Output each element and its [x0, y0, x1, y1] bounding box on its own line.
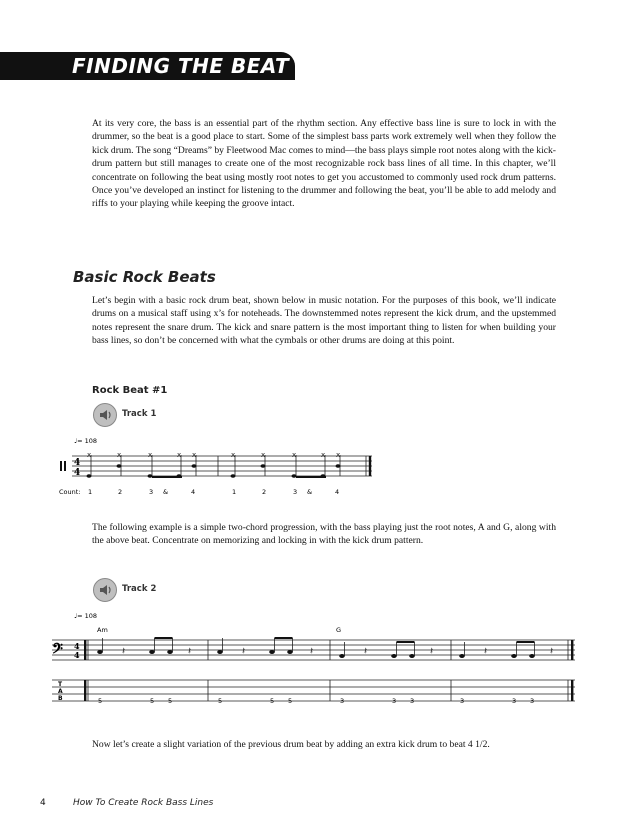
section-paragraph: Let’s begin with a basic rock drum beat, shown below in music notation. For the purposes of this book, we’ll indicate drums on a musical staff using x’s for noteheads. The downstemmed notes represent the kick drum, and the upstemmed notes represent the snare drum. The kick and snare pattern is the most important thing to listen for when building your bass lines, so don’t be concerned with what the cymbals or other drums are doing at this point. [92, 295, 556, 347]
svg-text:x: x [148, 451, 153, 459]
intro-paragraph: At its very core, the bass is an essential part of the rhythm section. Any effective bass line is sure to lock in with the drummer, so the beat is a good place to start. Some of the simplest bass parts work extremely well when they follow the kick drum. The song “Dreams” by Fleetwood Mac comes to mind—the bass plays simple root notes along with the kick-drum pattern but still manages to create one of the most recognizable rock bass lines of all time. In this chapter, we’ll concentrate on following the beat using mostly root notes to get you accustomed to commonly used rock drum patterns. Once you’ve developed an instinct for listening to the drummer and following the beat, you’ll be able to add melody and riffs to your playing while keeping the groove intact. [92, 118, 556, 210]
svg-text:2: 2 [118, 488, 123, 496]
svg-text:T: T [58, 681, 63, 688]
svg-text:x: x [117, 451, 122, 459]
variation-paragraph: Now let’s create a slight variation of the previous drum beat by adding an extra kick drum to beat 4 1/2. [92, 739, 490, 750]
tab-label [58, 681, 63, 702]
svg-text:𝄽: 𝄽 [242, 646, 246, 657]
progression-paragraph: The following example is a simple two-chord progression, with the bass playing just the root notes, A and G, along with the above beat. Concentrate on memorizing and locking in with the kick drum pattern. [92, 522, 556, 547]
page-number: 4 [40, 798, 46, 808]
tab-staff [52, 680, 575, 701]
repeat-start-thick [84, 640, 86, 660]
chord-g: G [336, 626, 342, 634]
svg-text:x: x [231, 451, 236, 459]
svg-text:A: A [58, 688, 63, 695]
track-label: Track 1 [122, 409, 157, 419]
repeat-end-thick [571, 640, 573, 660]
svg-text:5: 5 [288, 697, 293, 705]
chapter-title: FINDING THE BEAT [72, 54, 290, 78]
svg-text:3: 3 [293, 488, 298, 496]
svg-text:3: 3 [410, 697, 415, 705]
svg-text:3: 3 [460, 697, 465, 705]
tempo-marking: ♩= 108 [74, 437, 97, 445]
time-sig-bottom: 4 [74, 468, 81, 478]
svg-text:3: 3 [392, 697, 397, 705]
svg-text:3: 3 [149, 488, 154, 496]
time-sig-top: 4 [74, 458, 81, 468]
svg-text:&: & [307, 488, 313, 496]
tempo-marking-2: ♩= 108 [74, 612, 97, 620]
svg-text:4: 4 [191, 488, 196, 496]
track-label-2: Track 2 [122, 584, 157, 594]
example-title: Rock Beat #1 [92, 385, 168, 396]
svg-text:x: x [336, 451, 341, 459]
time-sig-bottom-2: 4 [74, 650, 80, 660]
bass-staff [52, 640, 575, 660]
svg-text:5: 5 [150, 697, 155, 705]
svg-text:𝄽: 𝄽 [122, 646, 126, 657]
svg-text:4: 4 [335, 488, 340, 496]
svg-text:5: 5 [98, 697, 103, 705]
time-sig-top-2: 4 [74, 641, 80, 651]
svg-text:𝄽: 𝄽 [364, 646, 368, 657]
svg-text:x: x [192, 451, 197, 459]
svg-text:𝄽: 𝄽 [550, 646, 554, 657]
bass-stems [103, 638, 535, 656]
count-label: Count: [59, 488, 81, 496]
book-title: How To Create Rock Bass Lines [73, 798, 214, 808]
section-heading: Basic Rock Beats [73, 268, 216, 286]
svg-text:𝄽: 𝄽 [188, 646, 192, 657]
svg-text:3: 3 [512, 697, 517, 705]
svg-text:x: x [321, 451, 326, 459]
svg-text:3: 3 [340, 697, 345, 705]
svg-text:𝄽: 𝄽 [310, 646, 314, 657]
svg-text:&: & [163, 488, 169, 496]
svg-text:x: x [261, 451, 266, 459]
svg-text:5: 5 [218, 697, 223, 705]
svg-text:B: B [58, 695, 63, 702]
chord-am: Am [97, 626, 108, 634]
svg-text:1: 1 [232, 488, 237, 496]
svg-text:1: 1 [88, 488, 93, 496]
svg-text:5: 5 [168, 697, 173, 705]
bass-clef: 𝄢 [52, 641, 63, 661]
svg-text:x: x [87, 451, 92, 459]
svg-text:3: 3 [530, 697, 535, 705]
svg-text:2: 2 [262, 488, 267, 496]
svg-text:𝄽: 𝄽 [484, 646, 488, 657]
svg-text:x: x [177, 451, 182, 459]
bass-noteheads [97, 650, 535, 658]
svg-text:x: x [292, 451, 297, 459]
svg-text:5: 5 [270, 697, 275, 705]
svg-text:𝄽: 𝄽 [430, 646, 434, 657]
